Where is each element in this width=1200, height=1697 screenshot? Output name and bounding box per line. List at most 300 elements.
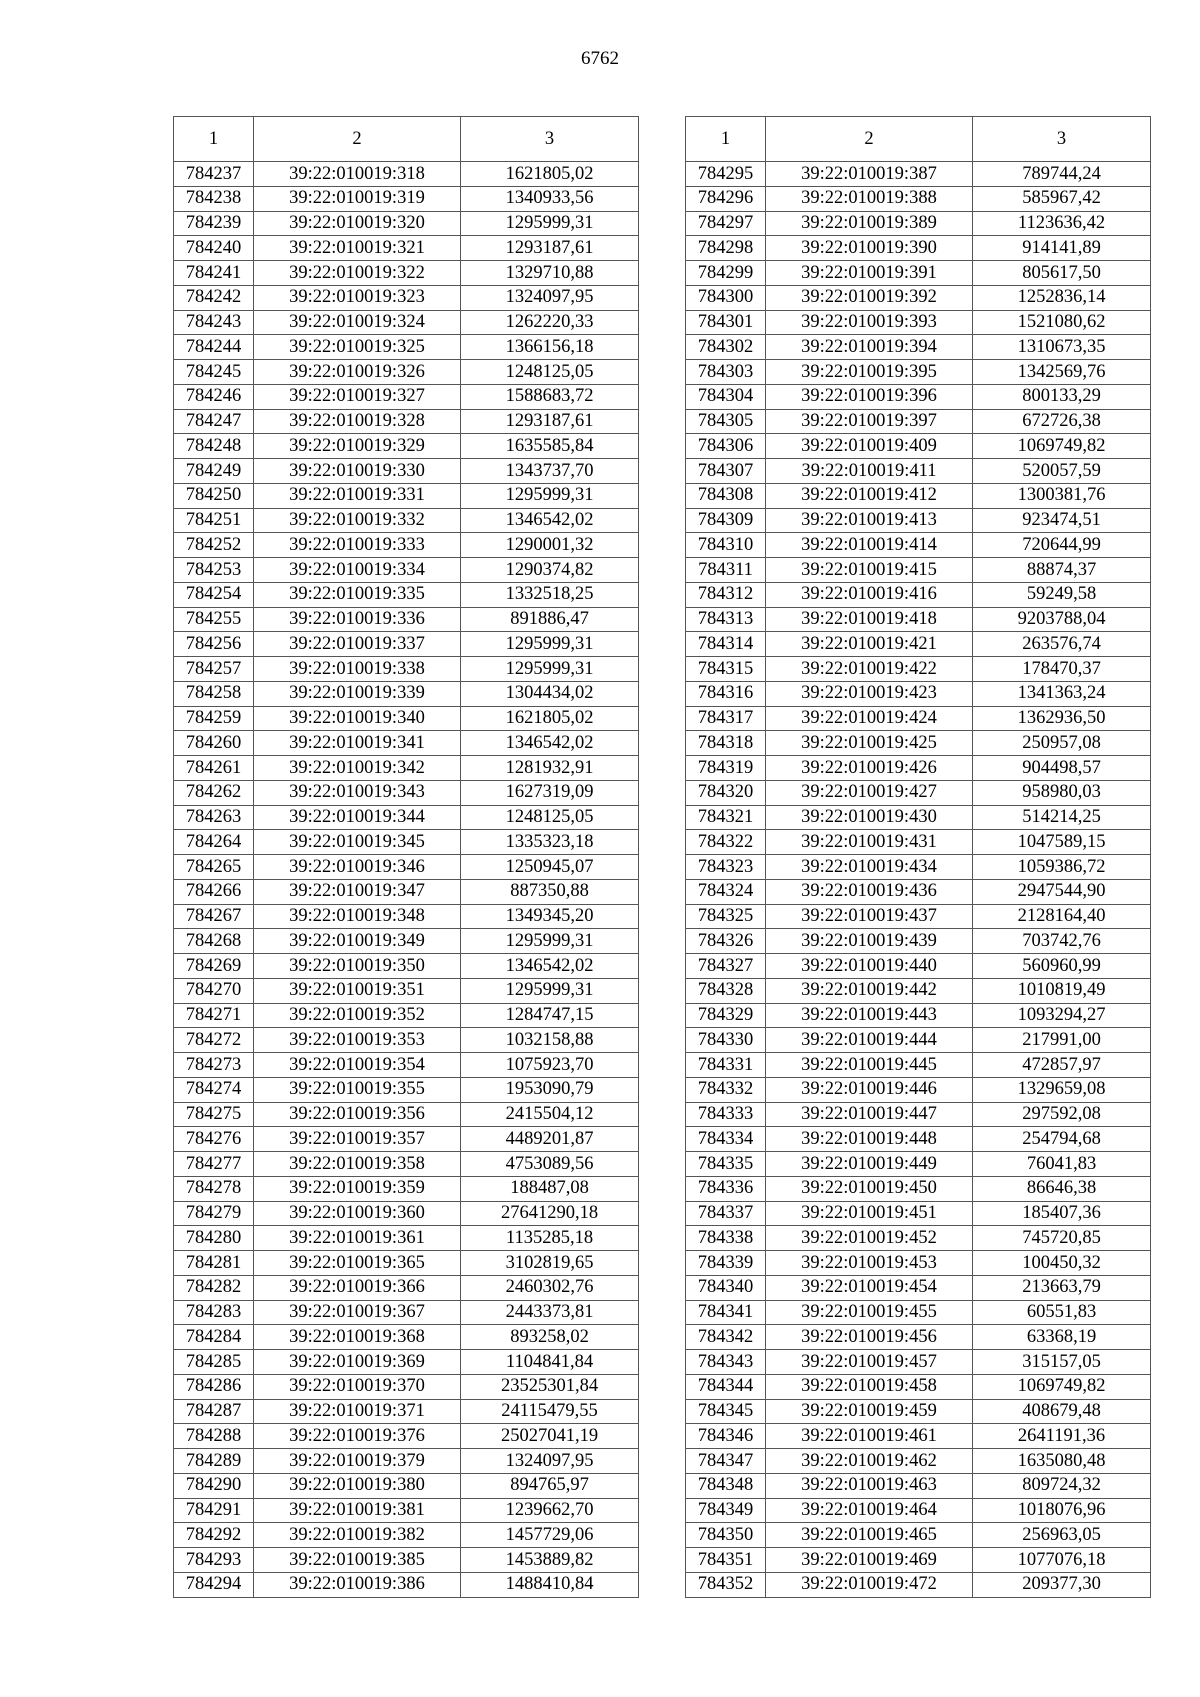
- row-number-cell: 784318: [686, 731, 766, 756]
- row-number-cell: 784330: [686, 1028, 766, 1053]
- row-number-cell: 784282: [174, 1275, 254, 1300]
- cadastral-number-cell: 39:22:010019:439: [766, 929, 973, 954]
- table-row: [686, 1028, 1151, 1053]
- value-cell: 1018076,96: [973, 1498, 1151, 1523]
- cadastral-number-cell: 39:22:010019:409: [766, 434, 973, 459]
- data-table-left: [173, 116, 639, 1598]
- table-row: [174, 1028, 639, 1053]
- cadastral-number-cell: 39:22:010019:414: [766, 533, 973, 558]
- row-number-cell: 784313: [686, 607, 766, 632]
- cadastral-number-cell: 39:22:010019:330: [254, 459, 461, 484]
- value-cell: 1953090,79: [461, 1077, 639, 1102]
- cadastral-number-cell: 39:22:010019:431: [766, 830, 973, 855]
- cadastral-number-cell: 39:22:010019:392: [766, 285, 973, 310]
- cadastral-number-cell: 39:22:010019:418: [766, 607, 973, 632]
- row-number-cell: 784342: [686, 1325, 766, 1350]
- table-header-row: [686, 117, 1151, 162]
- row-number-cell: 784340: [686, 1275, 766, 1300]
- row-number-cell: 784319: [686, 756, 766, 781]
- row-number-cell: 784325: [686, 904, 766, 929]
- row-number-cell: 784297: [686, 211, 766, 236]
- value-cell: 2443373,81: [461, 1300, 639, 1325]
- row-number-cell: 784329: [686, 1003, 766, 1028]
- row-number-cell: 784262: [174, 780, 254, 805]
- row-number-cell: 784243: [174, 310, 254, 335]
- table-row: [686, 632, 1151, 657]
- value-cell: 408679,48: [973, 1399, 1151, 1424]
- row-number-cell: 784331: [686, 1053, 766, 1078]
- value-cell: 1295999,31: [461, 929, 639, 954]
- table-row: [174, 533, 639, 558]
- row-number-cell: 784266: [174, 879, 254, 904]
- row-number-cell: 784293: [174, 1548, 254, 1573]
- table-row: [686, 657, 1151, 682]
- value-cell: 1069749,82: [973, 434, 1151, 459]
- table-row: [686, 409, 1151, 434]
- cadastral-number-cell: 39:22:010019:340: [254, 706, 461, 731]
- row-number-cell: 784352: [686, 1572, 766, 1597]
- row-number-cell: 784255: [174, 607, 254, 632]
- row-number-cell: 784302: [686, 335, 766, 360]
- value-cell: 1295999,31: [461, 632, 639, 657]
- row-number-cell: 784341: [686, 1300, 766, 1325]
- table-row: [174, 1127, 639, 1152]
- table-row: [174, 1226, 639, 1251]
- table-row: [686, 1424, 1151, 1449]
- value-cell: 25027041,19: [461, 1424, 639, 1449]
- table-row: [174, 1498, 639, 1523]
- cadastral-number-cell: 39:22:010019:323: [254, 285, 461, 310]
- row-number-cell: 784303: [686, 360, 766, 385]
- row-number-cell: 784258: [174, 681, 254, 706]
- table-row: [686, 731, 1151, 756]
- value-cell: 60551,83: [973, 1300, 1151, 1325]
- row-number-cell: 784248: [174, 434, 254, 459]
- row-number-cell: 784347: [686, 1449, 766, 1474]
- row-number-cell: 784346: [686, 1424, 766, 1449]
- cadastral-number-cell: 39:22:010019:349: [254, 929, 461, 954]
- value-cell: 1340933,56: [461, 186, 639, 211]
- row-number-cell: 784263: [174, 805, 254, 830]
- table-row: [174, 780, 639, 805]
- value-cell: 1295999,31: [461, 483, 639, 508]
- table-row: [686, 1201, 1151, 1226]
- cadastral-number-cell: 39:22:010019:335: [254, 582, 461, 607]
- cadastral-number-cell: 39:22:010019:394: [766, 335, 973, 360]
- value-cell: 297592,08: [973, 1102, 1151, 1127]
- cadastral-number-cell: 39:22:010019:345: [254, 830, 461, 855]
- row-number-cell: 784292: [174, 1523, 254, 1548]
- value-cell: 585967,42: [973, 186, 1151, 211]
- row-number-cell: 784335: [686, 1152, 766, 1177]
- row-number-cell: 784334: [686, 1127, 766, 1152]
- row-number-cell: 784339: [686, 1251, 766, 1276]
- cadastral-number-cell: 39:22:010019:341: [254, 731, 461, 756]
- row-number-cell: 784320: [686, 780, 766, 805]
- table-row: [174, 706, 639, 731]
- table-row: [174, 1374, 639, 1399]
- cadastral-number-cell: 39:22:010019:451: [766, 1201, 973, 1226]
- row-number-cell: 784259: [174, 706, 254, 731]
- cadastral-number-cell: 39:22:010019:393: [766, 310, 973, 335]
- row-number-cell: 784271: [174, 1003, 254, 1028]
- table-row: [174, 1449, 639, 1474]
- row-number-cell: 784301: [686, 310, 766, 335]
- value-cell: 1300381,76: [973, 483, 1151, 508]
- table-row: [686, 335, 1151, 360]
- cadastral-number-cell: 39:22:010019:465: [766, 1523, 973, 1548]
- value-cell: 1366156,18: [461, 335, 639, 360]
- value-cell: 1248125,05: [461, 360, 639, 385]
- cadastral-number-cell: 39:22:010019:434: [766, 855, 973, 880]
- value-cell: 2947544,90: [973, 879, 1151, 904]
- value-cell: 4489201,87: [461, 1127, 639, 1152]
- value-cell: 1290001,32: [461, 533, 639, 558]
- table-row: [174, 1251, 639, 1276]
- cadastral-number-cell: 39:22:010019:448: [766, 1127, 973, 1152]
- row-number-cell: 784345: [686, 1399, 766, 1424]
- row-number-cell: 784343: [686, 1350, 766, 1375]
- row-number-cell: 784279: [174, 1201, 254, 1226]
- row-number-cell: 784257: [174, 657, 254, 682]
- value-cell: 1341363,24: [973, 681, 1151, 706]
- cadastral-number-cell: 39:22:010019:452: [766, 1226, 973, 1251]
- row-number-cell: 784269: [174, 954, 254, 979]
- cadastral-number-cell: 39:22:010019:395: [766, 360, 973, 385]
- cadastral-number-cell: 39:22:010019:472: [766, 1572, 973, 1597]
- cadastral-number-cell: 39:22:010019:443: [766, 1003, 973, 1028]
- value-cell: 914141,89: [973, 236, 1151, 261]
- table-row: [174, 1300, 639, 1325]
- value-cell: 2460302,76: [461, 1275, 639, 1300]
- row-number-cell: 784314: [686, 632, 766, 657]
- row-number-cell: 784311: [686, 558, 766, 583]
- value-cell: 1346542,02: [461, 731, 639, 756]
- table-row: [686, 681, 1151, 706]
- table-row: [686, 1275, 1151, 1300]
- cadastral-number-cell: 39:22:010019:389: [766, 211, 973, 236]
- cadastral-number-cell: 39:22:010019:390: [766, 236, 973, 261]
- cadastral-number-cell: 39:22:010019:370: [254, 1374, 461, 1399]
- cadastral-number-cell: 39:22:010019:463: [766, 1473, 973, 1498]
- row-number-cell: 784249: [174, 459, 254, 484]
- row-number-cell: 784275: [174, 1102, 254, 1127]
- cadastral-number-cell: 39:22:010019:348: [254, 904, 461, 929]
- row-number-cell: 784307: [686, 459, 766, 484]
- table-row: [686, 384, 1151, 409]
- row-number-cell: 784337: [686, 1201, 766, 1226]
- value-cell: 1281932,91: [461, 756, 639, 781]
- table-row: [686, 954, 1151, 979]
- value-cell: 891886,47: [461, 607, 639, 632]
- cadastral-number-cell: 39:22:010019:359: [254, 1176, 461, 1201]
- cadastral-number-cell: 39:22:010019:342: [254, 756, 461, 781]
- value-cell: 2641191,36: [973, 1424, 1151, 1449]
- column-header-3: 3: [973, 117, 1151, 162]
- table-row: [174, 360, 639, 385]
- cadastral-number-cell: 39:22:010019:391: [766, 261, 973, 286]
- value-cell: 887350,88: [461, 879, 639, 904]
- value-cell: 1293187,61: [461, 409, 639, 434]
- value-cell: 59249,58: [973, 582, 1151, 607]
- value-cell: 904498,57: [973, 756, 1151, 781]
- table-row: [686, 1350, 1151, 1375]
- cadastral-number-cell: 39:22:010019:371: [254, 1399, 461, 1424]
- table-row: [174, 434, 639, 459]
- cadastral-number-cell: 39:22:010019:376: [254, 1424, 461, 1449]
- row-number-cell: 784287: [174, 1399, 254, 1424]
- table-row: [686, 459, 1151, 484]
- row-number-cell: 784291: [174, 1498, 254, 1523]
- row-number-cell: 784278: [174, 1176, 254, 1201]
- row-number-cell: 784273: [174, 1053, 254, 1078]
- value-cell: 23525301,84: [461, 1374, 639, 1399]
- table-row: [686, 879, 1151, 904]
- cadastral-number-cell: 39:22:010019:427: [766, 780, 973, 805]
- row-number-cell: 784242: [174, 285, 254, 310]
- cadastral-number-cell: 39:22:010019:449: [766, 1152, 973, 1177]
- table-row: [174, 1003, 639, 1028]
- value-cell: 1104841,84: [461, 1350, 639, 1375]
- cadastral-number-cell: 39:22:010019:357: [254, 1127, 461, 1152]
- value-cell: 1621805,02: [461, 706, 639, 731]
- table-row: [174, 855, 639, 880]
- row-number-cell: 784344: [686, 1374, 766, 1399]
- value-cell: 185407,36: [973, 1201, 1151, 1226]
- row-number-cell: 784299: [686, 261, 766, 286]
- table-row: [686, 508, 1151, 533]
- row-number-cell: 784240: [174, 236, 254, 261]
- cadastral-number-cell: 39:22:010019:320: [254, 211, 461, 236]
- table-row: [174, 954, 639, 979]
- row-number-cell: 784304: [686, 384, 766, 409]
- value-cell: 263576,74: [973, 632, 1151, 657]
- value-cell: 1329710,88: [461, 261, 639, 286]
- value-cell: 1248125,05: [461, 805, 639, 830]
- cadastral-number-cell: 39:22:010019:351: [254, 978, 461, 1003]
- table-row: [174, 384, 639, 409]
- table-row: [174, 904, 639, 929]
- row-number-cell: 784332: [686, 1077, 766, 1102]
- value-cell: 1047589,15: [973, 830, 1151, 855]
- value-cell: 1453889,82: [461, 1548, 639, 1573]
- table-row: [174, 1548, 639, 1573]
- table-row: [686, 533, 1151, 558]
- cadastral-number-cell: 39:22:010019:413: [766, 508, 973, 533]
- value-cell: 1329659,08: [973, 1077, 1151, 1102]
- cadastral-number-cell: 39:22:010019:337: [254, 632, 461, 657]
- table-row: [686, 1077, 1151, 1102]
- cadastral-number-cell: 39:22:010019:350: [254, 954, 461, 979]
- table-row: [174, 1523, 639, 1548]
- column-header-3: 3: [461, 117, 639, 162]
- cadastral-number-cell: 39:22:010019:450: [766, 1176, 973, 1201]
- cadastral-number-cell: 39:22:010019:412: [766, 483, 973, 508]
- value-cell: 1324097,95: [461, 1449, 639, 1474]
- row-number-cell: 784268: [174, 929, 254, 954]
- row-number-cell: 784305: [686, 409, 766, 434]
- value-cell: 1332518,25: [461, 582, 639, 607]
- table-row: [174, 261, 639, 286]
- value-cell: 213663,79: [973, 1275, 1151, 1300]
- table-row: [174, 1201, 639, 1226]
- cadastral-number-cell: 39:22:010019:426: [766, 756, 973, 781]
- value-cell: 703742,76: [973, 929, 1151, 954]
- row-number-cell: 784324: [686, 879, 766, 904]
- cadastral-number-cell: 39:22:010019:382: [254, 1523, 461, 1548]
- cadastral-number-cell: 39:22:010019:353: [254, 1028, 461, 1053]
- table-row: [174, 1473, 639, 1498]
- table-row: [174, 310, 639, 335]
- table-row: [686, 780, 1151, 805]
- cadastral-number-cell: 39:22:010019:361: [254, 1226, 461, 1251]
- value-cell: 1284747,15: [461, 1003, 639, 1028]
- row-number-cell: 784270: [174, 978, 254, 1003]
- row-number-cell: 784351: [686, 1548, 766, 1573]
- value-cell: 1346542,02: [461, 954, 639, 979]
- row-number-cell: 784245: [174, 360, 254, 385]
- cadastral-number-cell: 39:22:010019:456: [766, 1325, 973, 1350]
- column-header-1: 1: [174, 117, 254, 162]
- cadastral-number-cell: 39:22:010019:369: [254, 1350, 461, 1375]
- table-row: [174, 1077, 639, 1102]
- value-cell: 315157,05: [973, 1350, 1151, 1375]
- row-number-cell: 784256: [174, 632, 254, 657]
- table-row: [174, 459, 639, 484]
- table-row: [174, 731, 639, 756]
- table-row: [174, 632, 639, 657]
- table-row: [174, 483, 639, 508]
- table-row: [686, 1325, 1151, 1350]
- table-row: [174, 1572, 639, 1597]
- row-number-cell: 784274: [174, 1077, 254, 1102]
- value-cell: 789744,24: [973, 162, 1151, 187]
- row-number-cell: 784326: [686, 929, 766, 954]
- table-row: [686, 1449, 1151, 1474]
- table-row: [686, 978, 1151, 1003]
- table-row: [174, 657, 639, 682]
- row-number-cell: 784261: [174, 756, 254, 781]
- value-cell: 1290374,82: [461, 558, 639, 583]
- table-row: [686, 1127, 1151, 1152]
- table-row: [174, 1399, 639, 1424]
- row-number-cell: 784285: [174, 1350, 254, 1375]
- table-row: [174, 582, 639, 607]
- value-cell: 809724,32: [973, 1473, 1151, 1498]
- table-row: [174, 335, 639, 360]
- table-row: [174, 1102, 639, 1127]
- row-number-cell: 784350: [686, 1523, 766, 1548]
- value-cell: 254794,68: [973, 1127, 1151, 1152]
- value-cell: 1123636,42: [973, 211, 1151, 236]
- cadastral-number-cell: 39:22:010019:458: [766, 1374, 973, 1399]
- table-row: [686, 1251, 1151, 1276]
- value-cell: 1075923,70: [461, 1053, 639, 1078]
- cadastral-number-cell: 39:22:010019:318: [254, 162, 461, 187]
- cadastral-number-cell: 39:22:010019:422: [766, 657, 973, 682]
- value-cell: 1349345,20: [461, 904, 639, 929]
- row-number-cell: 784286: [174, 1374, 254, 1399]
- cadastral-number-cell: 39:22:010019:329: [254, 434, 461, 459]
- value-cell: 1293187,61: [461, 236, 639, 261]
- value-cell: 923474,51: [973, 508, 1151, 533]
- table-row: [686, 1399, 1151, 1424]
- value-cell: 514214,25: [973, 805, 1151, 830]
- value-cell: 256963,05: [973, 1523, 1151, 1548]
- row-number-cell: 784300: [686, 285, 766, 310]
- value-cell: 27641290,18: [461, 1201, 639, 1226]
- row-number-cell: 784264: [174, 830, 254, 855]
- row-number-cell: 784328: [686, 978, 766, 1003]
- value-cell: 720644,99: [973, 533, 1151, 558]
- cadastral-number-cell: 39:22:010019:360: [254, 1201, 461, 1226]
- cadastral-number-cell: 39:22:010019:344: [254, 805, 461, 830]
- row-number-cell: 784348: [686, 1473, 766, 1498]
- value-cell: 1343737,70: [461, 459, 639, 484]
- cadastral-number-cell: 39:22:010019:459: [766, 1399, 973, 1424]
- value-cell: 560960,99: [973, 954, 1151, 979]
- table-row: [174, 162, 639, 187]
- cadastral-number-cell: 39:22:010019:440: [766, 954, 973, 979]
- table-row: [686, 1226, 1151, 1251]
- cadastral-number-cell: 39:22:010019:321: [254, 236, 461, 261]
- table-row: [686, 582, 1151, 607]
- cadastral-number-cell: 39:22:010019:352: [254, 1003, 461, 1028]
- table-row: [686, 162, 1151, 187]
- row-number-cell: 784308: [686, 483, 766, 508]
- table-row: [686, 805, 1151, 830]
- cadastral-number-cell: 39:22:010019:416: [766, 582, 973, 607]
- row-number-cell: 784317: [686, 706, 766, 731]
- value-cell: 88874,37: [973, 558, 1151, 583]
- row-number-cell: 784283: [174, 1300, 254, 1325]
- column-header-2: 2: [766, 117, 973, 162]
- table-row: [686, 1176, 1151, 1201]
- table-row: [174, 756, 639, 781]
- value-cell: 1488410,84: [461, 1572, 639, 1597]
- cadastral-number-cell: 39:22:010019:322: [254, 261, 461, 286]
- row-number-cell: 784295: [686, 162, 766, 187]
- cadastral-number-cell: 39:22:010019:355: [254, 1077, 461, 1102]
- value-cell: 1310673,35: [973, 335, 1151, 360]
- row-number-cell: 784306: [686, 434, 766, 459]
- table-row: [686, 186, 1151, 211]
- table-row: [686, 1374, 1151, 1399]
- row-number-cell: 784244: [174, 335, 254, 360]
- value-cell: 472857,97: [973, 1053, 1151, 1078]
- table-row: [686, 756, 1151, 781]
- table-row: [686, 1102, 1151, 1127]
- cadastral-number-cell: 39:22:010019:421: [766, 632, 973, 657]
- row-number-cell: 784312: [686, 582, 766, 607]
- cadastral-number-cell: 39:22:010019:336: [254, 607, 461, 632]
- cadastral-number-cell: 39:22:010019:325: [254, 335, 461, 360]
- row-number-cell: 784250: [174, 483, 254, 508]
- cadastral-number-cell: 39:22:010019:347: [254, 879, 461, 904]
- value-cell: 1239662,70: [461, 1498, 639, 1523]
- value-cell: 1135285,18: [461, 1226, 639, 1251]
- row-number-cell: 784252: [174, 533, 254, 558]
- row-number-cell: 784253: [174, 558, 254, 583]
- value-cell: 1295999,31: [461, 978, 639, 1003]
- table-header-row: [174, 117, 639, 162]
- cadastral-number-cell: 39:22:010019:387: [766, 162, 973, 187]
- row-number-cell: 784265: [174, 855, 254, 880]
- table-row: [174, 607, 639, 632]
- row-number-cell: 784349: [686, 1498, 766, 1523]
- column-header-1: 1: [686, 117, 766, 162]
- table-row: [686, 1300, 1151, 1325]
